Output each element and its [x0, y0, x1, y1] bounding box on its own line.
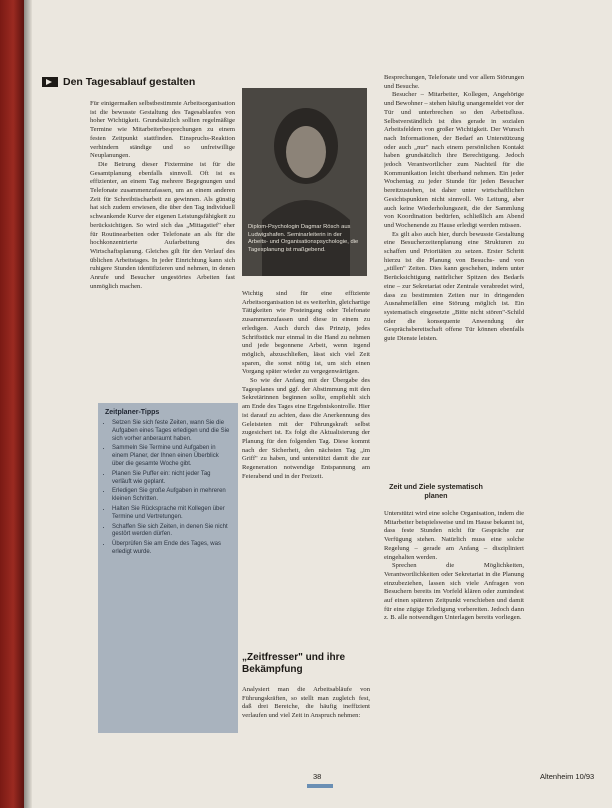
column-2-paragraph: Wichtig sind für eine effiziente Arbeitsorganisation ist es weiterhin, gleichartige Tätigkeiten wie Posteingang oder Telefonate zusammenzufassen und diese in einem zu erledigen. Auch durch das Prinzip, jedes Schriftstück nur einmal in die Hand zu nehmen und jede begonnene Arbeit, wenn irgend möglich, abzuschließen, lässt sich viel Zeit sparen, die sonst nötig ist, um sich einen Vorgang später wieder zu vergegenwärtigen.	[242, 290, 370, 376]
book-binding	[0, 0, 24, 808]
photo-caption: Diplom-Psychologin Dagmar Rösch aus Ludwigshafen. Seminarleiterin in der Arbeits- und Organisationspsychologie, die Tagesplanung ist maßgebend.	[248, 224, 359, 253]
publication-name: Altenheim 10/93	[540, 772, 595, 781]
tips-item: • Sammeln Sie Termine und Aufgaben in einem Planer, der Ihnen einen Überblick über die gesamte Woche gibt.	[112, 445, 231, 468]
column-3-paragraph: Sprechen die Möglichkeiten, Verantwortlichkeiten oder Sekretariat in die Planung einzubeziehen, lassen sich viele Anfragen von Besuchern bereits im Vorfeld klären oder zumindest auf einen späteren Zeitpunkt verschieben und damit für eine zügige Erledigung vorbereiten. Jedoch dann z. B. alle notwendigen Unterlagen bereits vorliegen.	[384, 562, 524, 622]
tips-title: Zeitplaner-Tipps	[105, 409, 160, 416]
section-heading	[42, 76, 195, 88]
pull-quote: Zeit und Ziele systematisch planen	[389, 482, 483, 500]
tips-item: • Überprüfen Sie am Ende des Tages, was erledigt wurde.	[112, 541, 231, 557]
magazine-page	[32, 0, 612, 808]
page-number: 38	[313, 772, 322, 781]
section-marker-icon	[42, 77, 58, 87]
tips-sidebar	[98, 403, 238, 733]
column-3	[384, 74, 524, 479]
column-3-paragraph: Besprechungen, Telefonate und vor allem Störungen und Besuche.	[384, 74, 524, 90]
column-1-paragraph: Die Betrung dieser Fixtermine ist für die Gesamtplanung ebenfalls sinnvoll. Oft ist es effizienter, an einem Tag mehrere Begegnungen und Telefonate zusammenzufassen, um an einem anderen Zeit für Schreibtischarbeit zu gewinnen. Als günstig hat sich zudem erwiesen, die über den Tag individuell schwankende Kurve der eigenen Leistungsfähigkeit zu berücksichtigen. So wird sich das „Mittagstief" eher für Routinearbeiten oder Telefonate an als für die hochkonzentrierte Aufarbeitung des Wirtschaftsplanung. Gleiches gilt für den Verlauf des üblichen Arbeitstages. In jeder Einrichtung kann sich ruhigere Stunden identifizieren und nehmen, in denen Anrufe und Besucher ungestörtes Arbeiten fast unmöglich machen.	[90, 160, 235, 290]
tips-item: • Halten Sie Rücksprache mit Kollegen über Termine und Vertretungen.	[112, 506, 231, 522]
column-2-paragraph: Analysiert man die Arbeitsabläufe von Führungskräften, so stellt man zugleich fest, daß drei Bereiche, die häufig ineffizient verlaufen und viel Zeit in Anspruch nehmen:	[242, 686, 370, 720]
tips-item: • Planen Sie Puffer ein: nicht jeder Tag verläuft wie geplant.	[112, 471, 231, 487]
page-edge	[24, 0, 32, 808]
column-2-paragraph: So wie der Anfang mit der Übergabe des Tagesplanes und ggf. der Abstimmung mit den Sekretärinnen beginnen sollte, empfiehlt sich am Ende des Tages eine Ergebniskontrolle. Hier ist darauf zu achten, dass die Anerkennung des Geleisteten mit der Führungskraft selbst zugesichert ist. Es folgt die Aktualisierung der Planung für den folgenden Tag. Diese kommt nach der Sicherheit, den nächsten Tag „im Griff" zu haben, und unterstützt damit die zur Regeneration notwendige Entspannung am Feierabend und in der Freizeit.	[242, 377, 370, 480]
column-2-continued	[242, 686, 370, 721]
tips-item: • Setzen Sie sich feste Zeiten, wann Sie die Aufgaben eines Tages erledigen und die Sie sich vorher anberaumt haben.	[112, 420, 231, 443]
section-heading-text: Den Tagesablauf gestalten	[63, 76, 196, 88]
column-2	[242, 290, 370, 481]
column-1-paragraph: Für einigermaßen selbstbestimmte Arbeitsorganisation ist die bewusste Gestaltung des Tagesablaufes von hoher Wichtigkeit. Grundsätzlich sollten regelmäßige Termine wie Mitarbeiterbesprechungen zu einem festen Zeitpunkt stattfinden. Einspruchs-Reaktion verhindern ständige und so unfreiwillige Neuplanungen.	[90, 100, 235, 160]
page-tab-mark	[307, 784, 333, 788]
tips-list	[98, 420, 238, 557]
column-1	[90, 100, 235, 291]
column-3-lower	[384, 510, 524, 760]
column-3-paragraph: Unterstützt wird eine solche Organisation, indem die Mitarbeiter beispielsweise und im Hause bekannt ist, dass feste Stunden nicht für Gespräche zur Verfügung stehen. Natürlich muss eine solche Regelung – gerade am Anfang – diszipliniert eingehalten werden.	[384, 510, 524, 561]
column-3-paragraph: Besucher – Mitarbeiter, Kollegen, Angehörige und Bewohner – stehen häufig unangemeldet vor der Tür und unterbrechen so den Arbeitsfluss. Selbstverständlich ist dies gerade in sozialen Arbeitsfeldern von großer Wichtigkeit. Der Wunsch nach Informationen, der Bedarf an Unterstützung oder auch „nur" nach einem persönlichen Kontakt haben grundsätzlich ihre Berechtigung. Jedoch jedoch Verantwortlicher zum Nachteil für die Kommunikation leicht überhand nehmen. Ein jeder Wochentag zu jeder Stunde für jeden Besucher bereitzustehen, ist daher unter wirtschaftlichen Gesichtspunkten nicht sinnvoll. Wo Leitung, aber auch keine Wiederholungszeit, die der Sammlung von Koordination bedürfen, schließlich am Abend und Wochenende zu Hause erledigt werden müssen.	[384, 91, 524, 229]
column-3-paragraph: Es gilt also auch hier, durch bewusste Gestaltung eine Besucherzeitenplanung eine Strukturen zu schaffen und Prioritäten zu setzen. Erster Schritt hierzu ist die Planung von Besuchs- und von „stillen" Zeiten. Dies kann geschehen, indem unter Berücksichtigung natürlicher Spitzen des Bedarfs eine – zur Sekretariat oder Zentrale verabredet wird, dass zu bestimmten Zeiten nur in dringenden Ausnahmefällen eine Störung möglich ist. Ein systematisch eingesetzte „Bitte nicht stören"-Schild oder die konsequente Anwendung der Gesprächsbereitschaft offene Tür können ebenfalls gute Dienste leisten.	[384, 230, 524, 343]
zeitfresser-heading: „Zeitfresser" und ihre Bekämpfung	[242, 652, 346, 675]
tips-item: • Erledigen Sie große Aufgaben in mehreren kleinen Schritten.	[112, 488, 231, 504]
tips-item: • Schaffen Sie sich Zeiten, in denen Sie nicht gestört werden dürfen.	[112, 524, 231, 540]
portrait-photo	[242, 88, 367, 276]
